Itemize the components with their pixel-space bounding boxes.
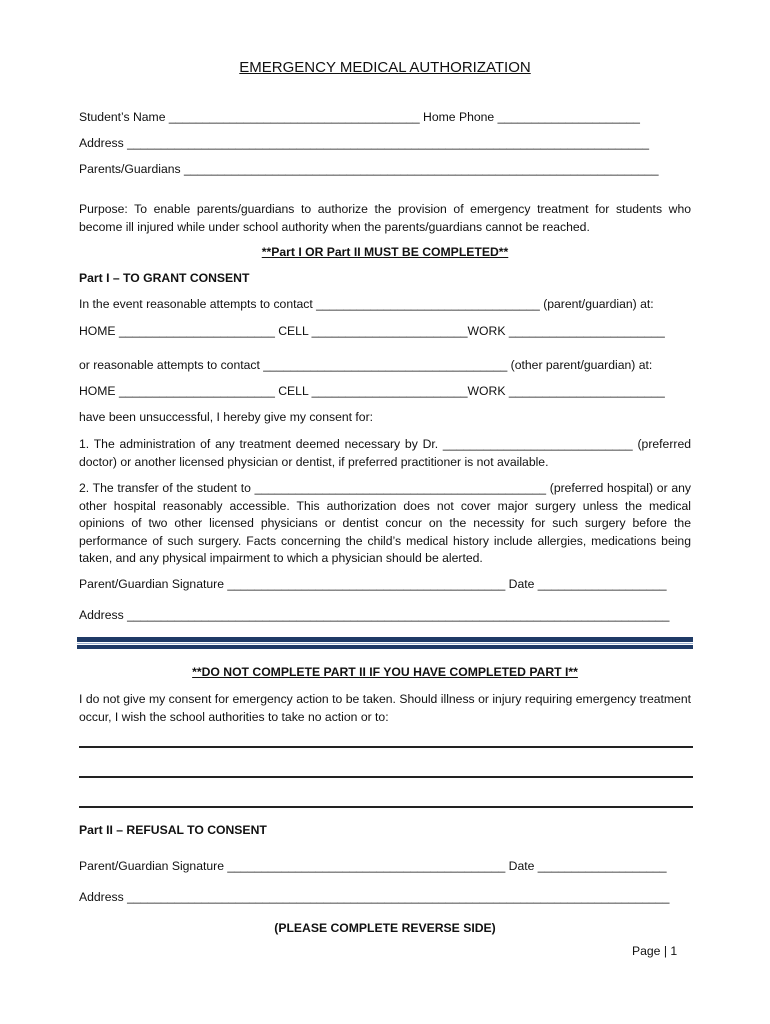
part2-heading: Part II – REFUSAL TO CONSENT: [79, 823, 267, 837]
refusal-instruction-line-2[interactable]: [79, 776, 693, 778]
refusal-text: I do not give my consent for emergency action to be taken. Should illness or injury requiring emergency treatment occur, I wish the school authorities to take no action or to:: [79, 692, 691, 724]
student-name-field[interactable]: Student’s Name _____________________________________ Home Phone _____________________: [79, 110, 640, 124]
consent-item-1[interactable]: 1. The administration of any treatment deemed necessary by Dr. ____________________________ (preferred doctor) or another licensed physician or dentist, if preferred practitioner is not available.: [79, 437, 691, 469]
divider-band-top: [77, 637, 693, 642]
divider-band-bottom: [77, 645, 693, 649]
address-field-3[interactable]: Address ________________________________________________________________________________: [79, 890, 670, 904]
refusal-instruction-line-3[interactable]: [79, 806, 693, 808]
signature-field-1[interactable]: Parent/Guardian Signature _________________________________________ Date ___________________: [79, 577, 667, 591]
divider-band-middle: [77, 643, 693, 644]
signature-field-2[interactable]: Parent/Guardian Signature _________________________________________ Date ___________________: [79, 859, 667, 873]
reverse-side-notice: (PLEASE COMPLETE REVERSE SIDE): [274, 921, 496, 935]
contact-other-parent-field[interactable]: or reasonable attempts to contact ____________________________________ (other parent/guardian) at:: [79, 358, 653, 372]
contact-parent-field[interactable]: In the event reasonable attempts to contact _________________________________ (parent/guardian) at:: [79, 297, 654, 311]
contact-numbers-field-2[interactable]: HOME _______________________ CELL _______________________WORK _______________________: [79, 384, 665, 398]
do-not-complete-notice: **DO NOT COMPLETE PART II IF YOU HAVE COMPLETED PART I**: [192, 665, 578, 679]
address-field-2[interactable]: Address ________________________________________________________________________________: [79, 608, 670, 622]
page-number: Page | 1: [632, 944, 678, 958]
purpose-text: Purpose: To enable parents/guardians to authorize the provision of emergency treatment for students who become ill injured while under school authority when the parents/guardians cannot be reached.: [79, 202, 691, 234]
unsuccessful-text: have been unsuccessful, I hereby give my consent for:: [79, 410, 374, 424]
refusal-instruction-line-1[interactable]: [79, 746, 693, 748]
contact-numbers-field-1[interactable]: HOME _______________________ CELL _______________________WORK _______________________: [79, 324, 665, 338]
form-title: EMERGENCY MEDICAL AUTHORIZATION: [239, 59, 531, 76]
consent-item-2[interactable]: 2. The transfer of the student to ___________________________________________ (preferred hospital) or any other hospital reasonably accessible. This authorization does not cover major surgery unless the medical opinions of two other licensed physicians or dentist concur on the necessity for such surgery before the performance of such surgery. Facts concerning the child’s medical history include allergies, medications being taken, and any physical impairment to which a physician should be alerted.: [79, 481, 691, 565]
parents-guardians-field[interactable]: Parents/Guardians ______________________________________________________________________: [79, 162, 659, 176]
address-field[interactable]: Address _____________________________________________________________________________: [79, 136, 650, 150]
must-complete-notice: **Part I OR Part II MUST BE COMPLETED**: [261, 245, 509, 259]
part1-heading: Part I – TO GRANT CONSENT: [79, 271, 250, 285]
